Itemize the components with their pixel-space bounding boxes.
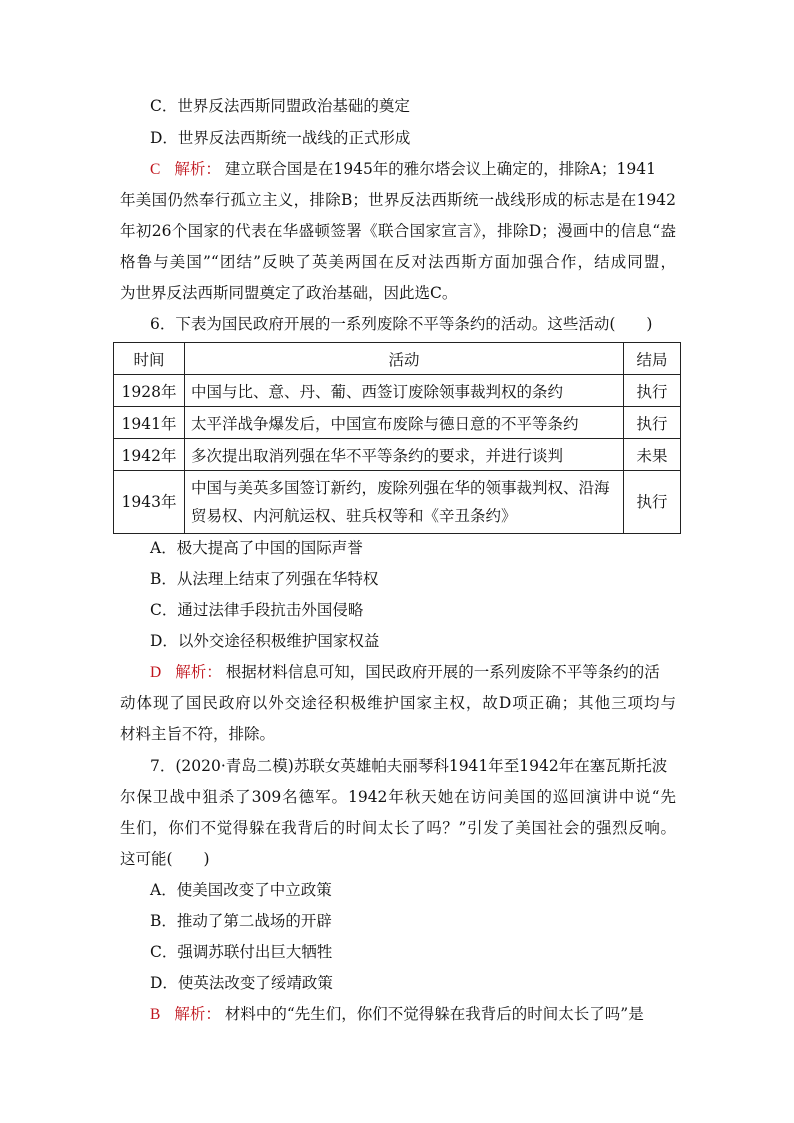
table-cell-year: 1943年 (114, 471, 185, 534)
table-header-activity: 活动 (185, 343, 624, 375)
q7-stem-line-2: 尔保卫战中狙杀了309名德军。1942年秋天她在访问美国的巡回演讲中说“先 (120, 788, 676, 806)
table-cell-result: 未果 (624, 439, 681, 471)
table-row (114, 471, 681, 534)
q6-option-c: C．通过法律手段抗击外国侵略 (150, 601, 364, 619)
table-cell-year: 1941年 (114, 407, 185, 439)
table-cell-activity: 中国与比、意、丹、葡、西签订废除领事裁判权的条约 (185, 375, 624, 407)
q6-answer-letter: D (150, 664, 162, 681)
q6-analysis-line-1 (150, 661, 660, 684)
q7-answer-letter: B (150, 1006, 161, 1023)
table-cell-activity: 多次提出取消列强在华不平等条约的要求，并进行谈判 (185, 439, 624, 471)
table-row (114, 375, 681, 407)
table-cell-activity-line-2: 贸易权、内河航运权、驻兵权等和《辛丑条约》 (191, 507, 517, 525)
q5-analysis-line-1 (150, 158, 656, 181)
table-cell-activity: 太平洋战争爆发后，中国宣布废除与德日意的不平等条约 (185, 407, 624, 439)
q7-stem-line-3: 生们，你们不觉得躲在我背后的时间太长了吗？”引发了美国社会的强烈反响。 (120, 819, 676, 837)
q5-analysis-tag: 解析： (174, 160, 221, 178)
q7-stem-line-1: 7．(2020·青岛二模)苏联女英雄帕夫丽琴科1941年至1942年在塞瓦斯托波 (150, 757, 668, 775)
q6-analysis-line-3: 材料主旨不符，排除。 (120, 725, 276, 743)
table-cell-activity-line-1: 中国与美英多国签订新约，废除列强在华的领事裁判权、沿海 (191, 479, 610, 497)
q7-stem-line-4: 这可能( ) (120, 850, 210, 868)
q6-option-a: A．极大提高了中国的国际声誉 (150, 539, 363, 557)
q7-analysis-text: 材料中的“先生们，你们不觉得躲在我背后的时间太长了吗”是 (224, 1005, 644, 1023)
q5-analysis-line-2: 年美国仍然奉行孤立主义，排除B；世界反法西斯统一战线形成的标志是在1942 (120, 191, 676, 209)
q7-option-d: D．使英法改变了绥靖政策 (150, 974, 333, 992)
table-row (114, 407, 681, 439)
q6-analysis-text: 根据材料信息可知，国民政府开展的一系列废除不平等条约的活 (225, 663, 660, 681)
q5-analysis-line-3: 年初26个国家的代表在华盛顿签署《联合国家宣言》，排除D；漫画中的信息“盎 (120, 222, 676, 240)
q5-analysis-line-4: 格鲁与美国”“团结”反映了英美两国在反对法西斯方面加强合作，结成同盟， (120, 253, 676, 271)
table-cell-activity (185, 471, 624, 534)
q6-option-d: D．以外交途径积极维护国家权益 (150, 632, 380, 650)
q6-analysis-line-2: 动体现了国民政府以外交途径积极维护国家主权，故D项正确；其他三项均与 (120, 694, 676, 712)
q6-analysis-tag: 解析： (175, 663, 222, 681)
table-cell-result: 执行 (624, 375, 681, 407)
q6-table (113, 342, 681, 534)
table-header-result: 结局 (624, 343, 681, 375)
table-cell-result: 执行 (624, 471, 681, 534)
table-cell-year: 1928年 (114, 375, 185, 407)
table-cell-result: 执行 (624, 407, 681, 439)
q5-answer-letter: C (150, 161, 161, 178)
q6-stem: 6．下表为国民政府开展的一系列废除不平等条约的活动。这些活动( ) (150, 315, 653, 333)
q7-analysis-tag: 解析： (174, 1005, 221, 1023)
q7-option-b: B．推动了第二战场的开辟 (150, 912, 332, 930)
table-header-row (114, 343, 681, 375)
table-row (114, 439, 681, 471)
table-cell-year: 1942年 (114, 439, 185, 471)
q7-option-c: C．强调苏联付出巨大牺牲 (150, 943, 333, 961)
q7-option-a: A．使美国改变了中立政策 (150, 881, 332, 899)
q5-analysis-text: 建立联合国是在1945年的雅尔塔会议上确定的，排除A；1941 (224, 160, 656, 178)
table-header-time: 时间 (114, 343, 185, 375)
q6-option-b: B．从法理上结束了列强在华特权 (150, 570, 379, 588)
q5-option-d: D．世界反法西斯统一战线的正式形成 (150, 129, 411, 147)
q5-option-c: C．世界反法西斯同盟政治基础的奠定 (150, 97, 410, 115)
q5-analysis-line-5: 为世界反法西斯同盟奠定了政治基础，因此选C。 (120, 284, 458, 302)
q7-analysis-line-1 (150, 1003, 644, 1026)
